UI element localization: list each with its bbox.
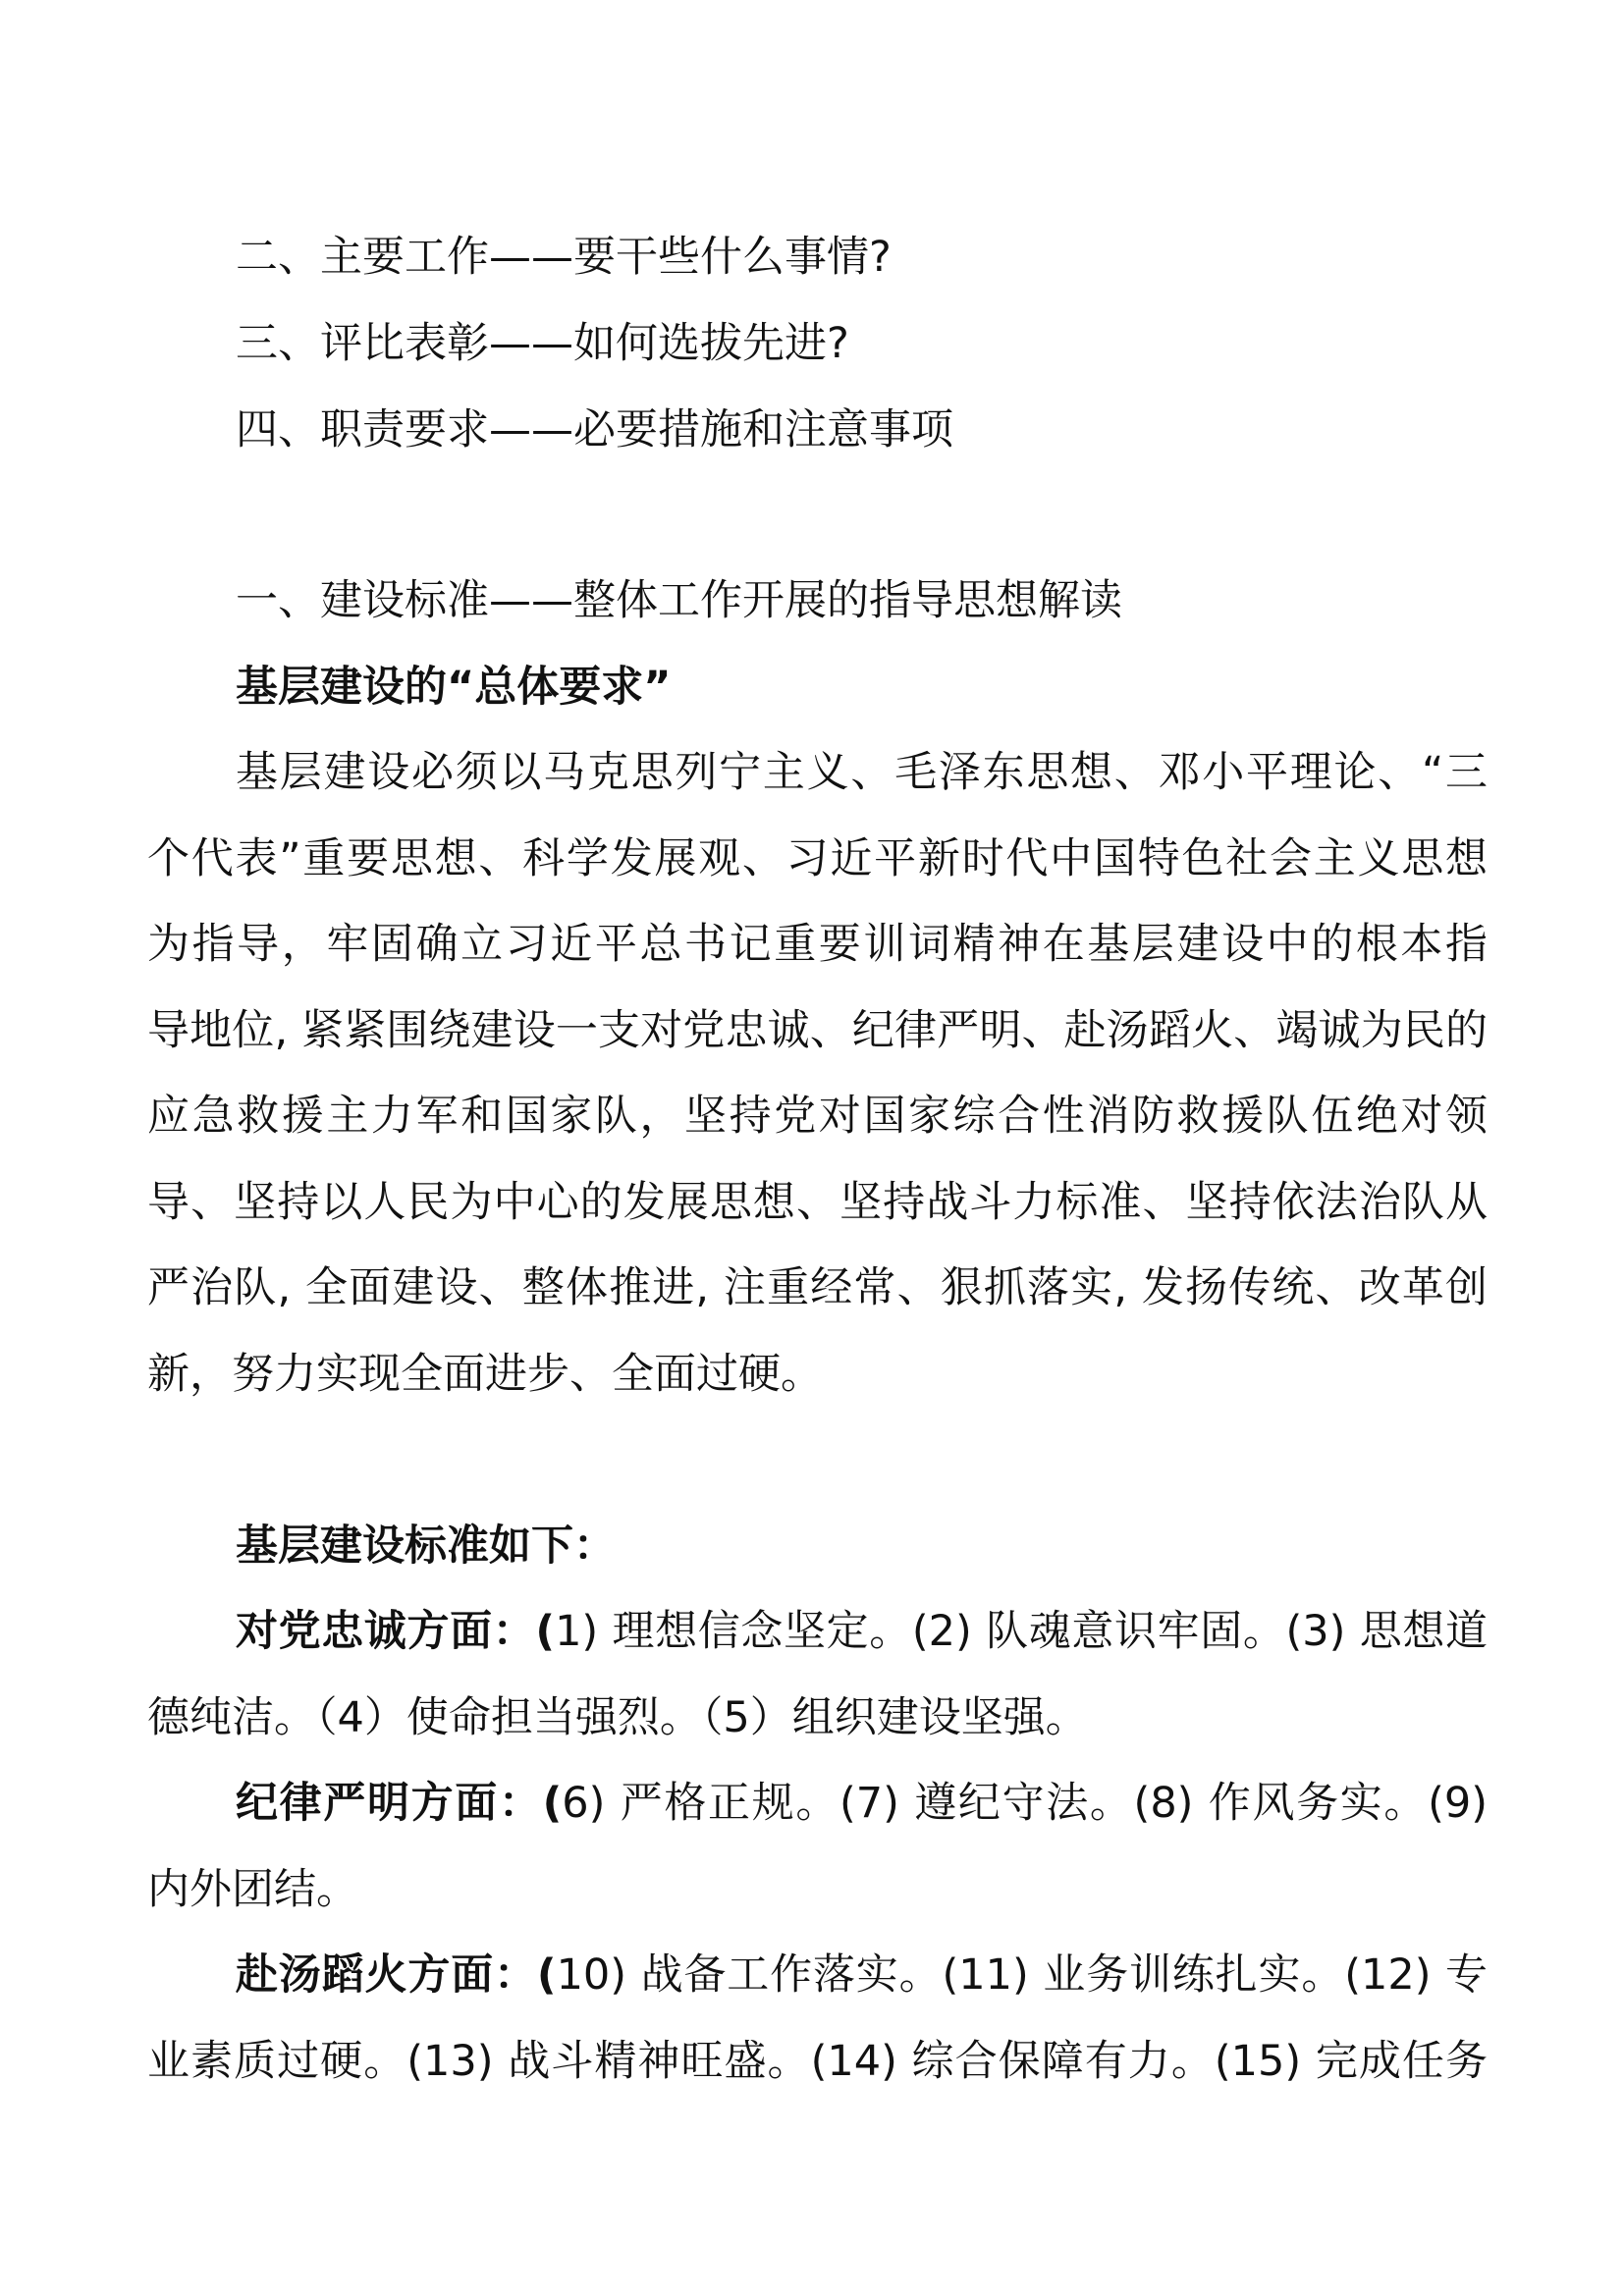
subheading-general-requirements: 基层建设的“总体要求” xyxy=(236,663,672,712)
paragraph-line: 为指导，牢固确立习近平总书记重要训词精神在基层建设中的根本指 xyxy=(147,920,1488,969)
courage-standard-line1 xyxy=(236,1946,1488,2004)
paragraph-line: 严治队, 全面建设、整体推进, 注重经常、狠抓落实, 发扬传统、改革创 xyxy=(147,1263,1488,1312)
loyalty-standard-line2: 德纯洁。（4）使命担当强烈。（5）组织建设坚强。 xyxy=(147,1693,1088,1742)
document-page xyxy=(147,0,1488,2296)
outline-item-2: 二、主要工作——要干些什么事情? xyxy=(236,233,892,282)
outline-item-4: 四、职责要求——必要措施和注意事项 xyxy=(236,405,953,454)
courage-label: 赴汤蹈火方面：( xyxy=(236,1950,557,2000)
discipline-items: 6) 严格正规。(7) 遵纪守法。(8) 作风务实。(9) xyxy=(562,1779,1488,1828)
paragraph-line: 新，努力实现全面进步、全面过硬。 xyxy=(147,1350,823,1399)
loyalty-standard-line1 xyxy=(236,1602,1488,1661)
loyalty-items: 1) 理想信念坚定。(2) 队魂意识牢固。(3) 思想道 xyxy=(555,1607,1488,1656)
discipline-standard-line1 xyxy=(236,1774,1488,1833)
paragraph-line: 导、坚持以人民为中心的发展思想、坚持战斗力标准、坚持依法治队从 xyxy=(147,1178,1488,1227)
courage-items: 10) 战备工作落实。(11) 业务训练扎实。(12) 专 xyxy=(556,1950,1488,2000)
loyalty-label: 对党忠诚方面：( xyxy=(236,1607,556,1656)
standards-heading: 基层建设标准如下： xyxy=(236,1522,616,1571)
paragraph-line: 个代表”重要思想、科学发展观、习近平新时代中国特色社会主义思想 xyxy=(147,834,1488,883)
paragraph-line: 应急救援主力军和国家队，坚持党对国家综合性消防救援队伍绝对领 xyxy=(147,1092,1488,1141)
paragraph-line: 基层建设必须以马克思列宁主义、毛泽东思想、邓小平理论、“三 xyxy=(236,748,1488,797)
paragraph-line: 导地位, 紧紧围绕建设一支对党忠诚、纪律严明、赴汤蹈火、竭诚为民的 xyxy=(147,1006,1488,1055)
outline-item-3: 三、评比表彰——如何选拔先进? xyxy=(236,319,849,368)
section-heading: 一、建设标准——整体工作开展的指导思想解读 xyxy=(236,576,1122,625)
discipline-label: 纪律严明方面：( xyxy=(236,1779,563,1828)
discipline-standard-line2: 内外团结。 xyxy=(147,1865,358,1914)
courage-standard-line2: 业素质过硬。(13) 战斗精神旺盛。(14) 综合保障有力。(15) 完成任务 xyxy=(147,2037,1488,2086)
